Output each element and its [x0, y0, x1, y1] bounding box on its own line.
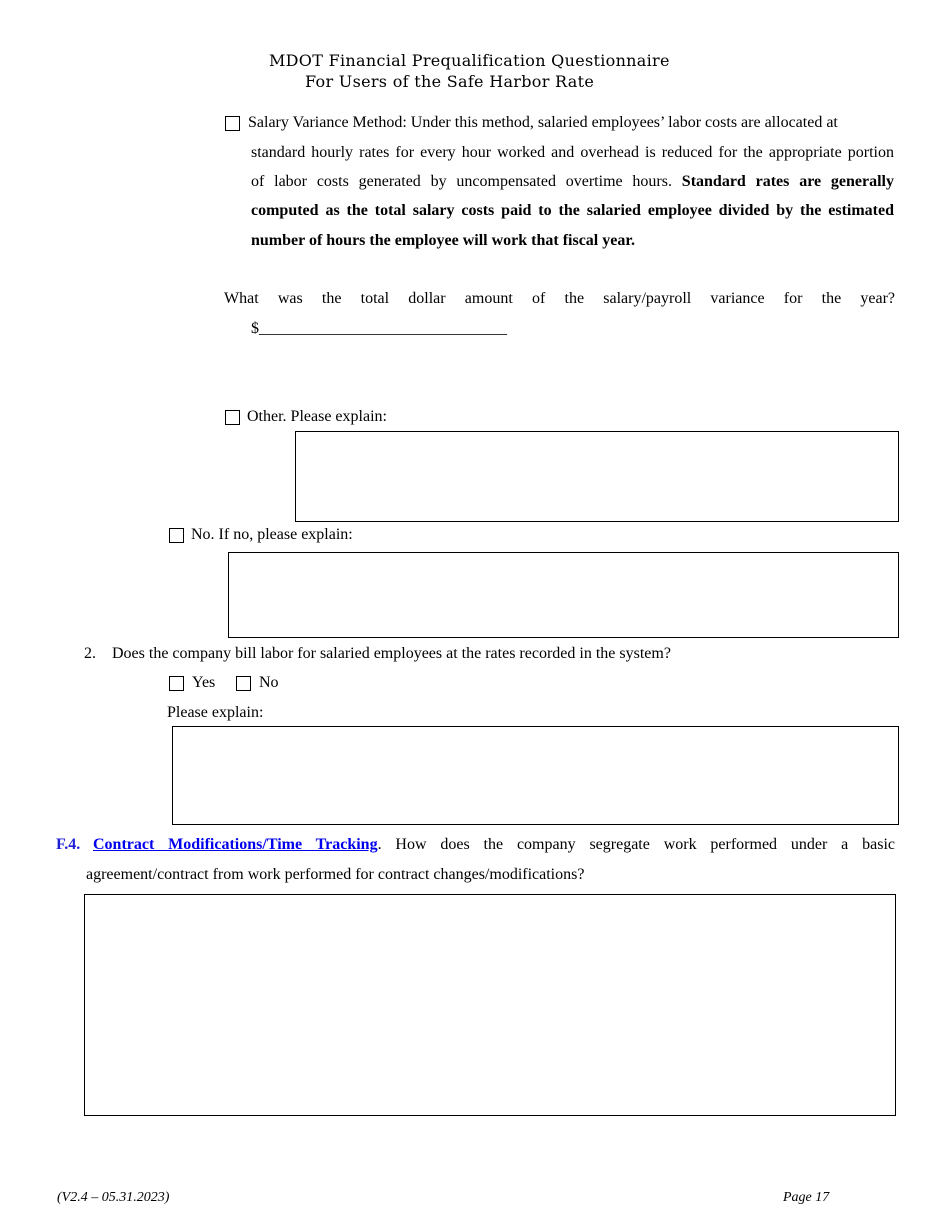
- question2-explain-label: Please explain:: [167, 704, 264, 721]
- question2-no-checkbox[interactable]: [236, 676, 251, 691]
- section-f4-line1: [93, 836, 895, 854]
- other-explain-box[interactable]: [295, 431, 899, 522]
- question2-number: 2.: [84, 645, 96, 662]
- no-checkbox[interactable]: [169, 528, 184, 543]
- question2-explain-box[interactable]: [172, 726, 899, 825]
- salary-variance-line2: standard hourly rates for every hour worked and overhead is reduced for the appropriate portion: [251, 144, 894, 161]
- question2-yes-label: Yes: [192, 674, 216, 691]
- question2-text: Does the company bill labor for salaried employees at the rates recorded in the system?: [112, 645, 671, 662]
- salary-variance-line3: [251, 173, 894, 191]
- footer-version: (V2.4 – 05.31.2023): [57, 1190, 170, 1205]
- variance-question: What was the total dollar amount of the salary/payroll variance for the year?: [224, 290, 895, 307]
- footer-page-number: Page 17: [783, 1190, 830, 1205]
- no-label: No. If no, please explain:: [191, 526, 353, 543]
- header-subtitle: For Users of the Safe Harbor Rate: [305, 72, 595, 91]
- other-label: Other. Please explain:: [247, 408, 387, 425]
- question2-no-label: No: [259, 674, 279, 691]
- salary-variance-line4: computed as the total salary costs paid to the salaried employee divided by the estimated: [251, 202, 894, 219]
- salary-variance-line5: number of hours the employee will work that fiscal year.: [251, 232, 635, 249]
- question2-yes-checkbox[interactable]: [169, 676, 184, 691]
- section-f4-number: F.4.: [56, 836, 81, 853]
- no-explain-box[interactable]: [228, 552, 899, 638]
- section-f4-text: . How does the company segregate work performed under a basic: [377, 836, 896, 853]
- contract-modifications-link[interactable]: Contract Modifications/Time Tracking: [93, 836, 378, 853]
- salary-variance-line1: Salary Variance Method: Under this method, salaried employees’ labor costs are allocated at: [248, 114, 838, 131]
- salary-variance-checkbox[interactable]: [225, 116, 240, 131]
- variance-amount-field[interactable]: $_______________________________: [251, 320, 507, 337]
- salary-variance-line3-bold: Standard rates are generally: [681, 173, 895, 190]
- salary-variance-line3-normal: of labor costs generated by uncompensated overtime hours.: [251, 173, 682, 190]
- section-f4-line2: agreement/contract from work performed for contract changes/modifications?: [86, 866, 585, 883]
- section-f4-answer-box[interactable]: [84, 894, 896, 1116]
- other-checkbox[interactable]: [225, 410, 240, 425]
- header-title: MDOT Financial Prequalification Questionnaire: [269, 51, 670, 70]
